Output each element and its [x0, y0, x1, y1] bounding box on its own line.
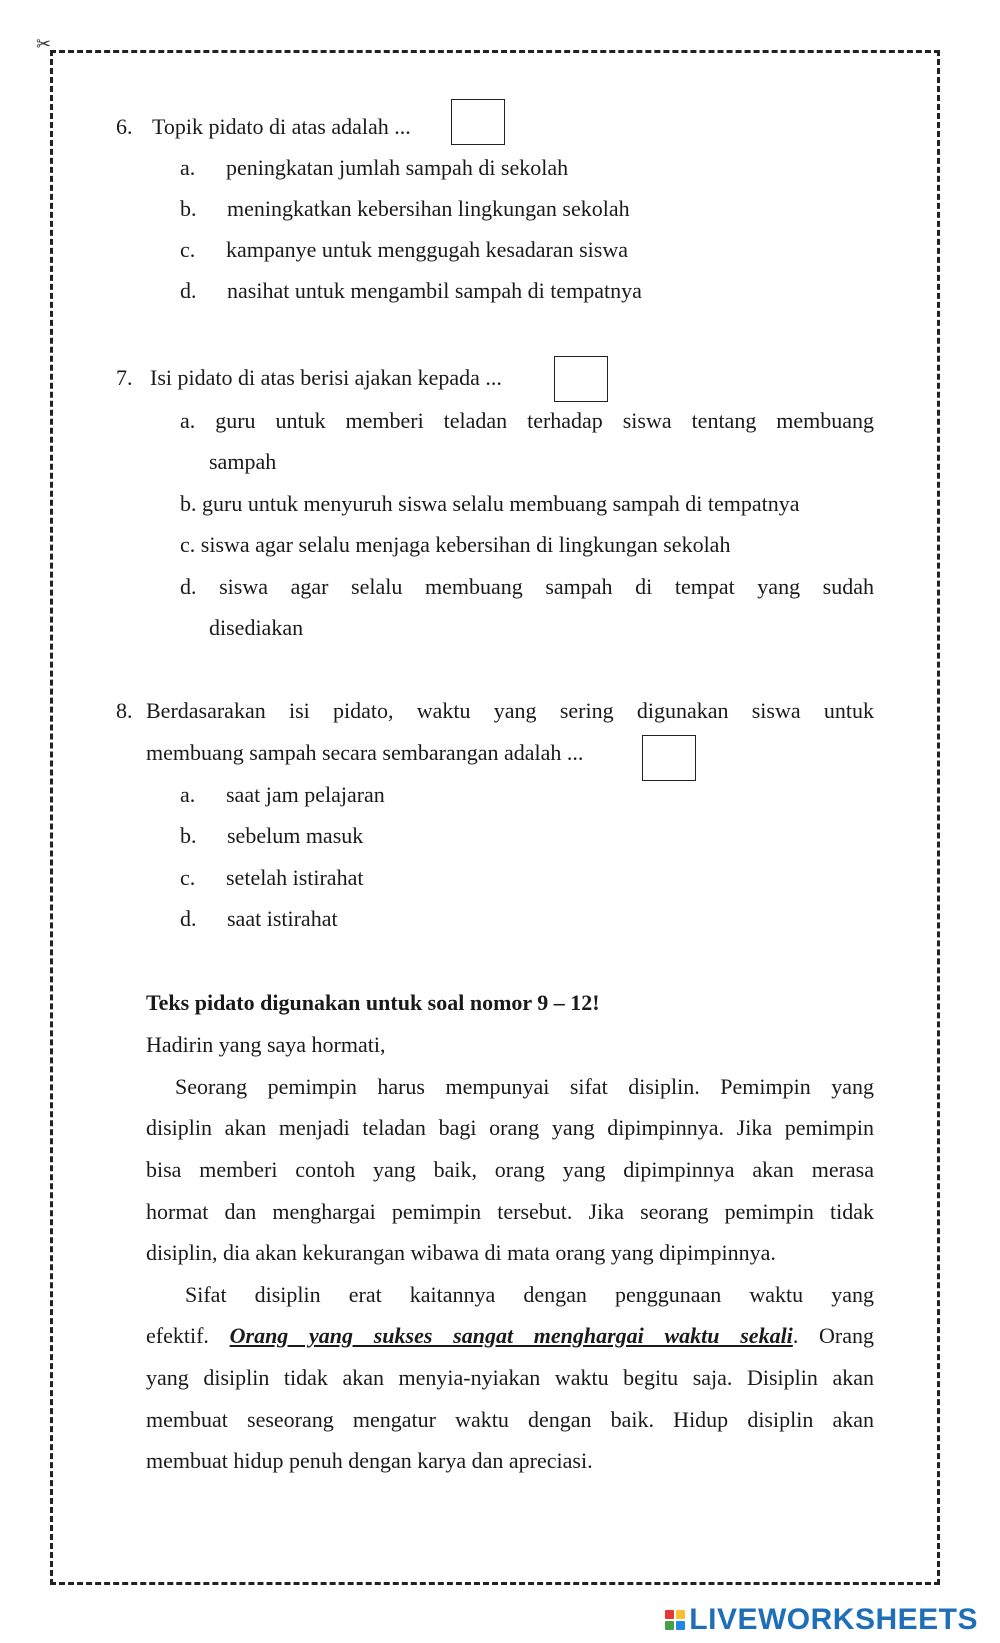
answer-box-7[interactable] [554, 356, 608, 402]
option-letter: a. [180, 155, 196, 180]
option-text: kampanye untuk menggugah kesadaran siswa [226, 237, 628, 262]
option-text: saat jam pelajaran [226, 782, 385, 807]
option-letter: a. [180, 782, 196, 807]
text-fragment: . Orang [792, 1323, 875, 1348]
option-text: meningkatkan kebersihan lingkungan sekolah [227, 196, 630, 221]
question-number: 6. [116, 114, 133, 139]
paragraph-2-line-2 [146, 1321, 874, 1351]
liveworksheets-logo[interactable] [665, 1603, 978, 1637]
paragraph-1-line-3: bisa memberi contoh yang baik, orang yang dipimpinnya akan merasa [146, 1157, 874, 1182]
answer-box-8[interactable] [642, 735, 696, 781]
option-letter: b. [180, 491, 197, 516]
option-7d [180, 572, 874, 602]
paragraph-2-line-4: membuat seseorang mengatur waktu dengan baik. Hidup disiplin akan [146, 1407, 874, 1432]
option-letter: b. [180, 196, 197, 221]
option-text: nasihat untuk mengambil sampah di tempatnya [227, 278, 642, 303]
speech-heading: Teks pidato digunakan untuk soal nomor 9 – 12! [146, 990, 600, 1015]
question-stem-line1: Berdasarakan isi pidato, waktu yang sering digunakan siswa untuk [146, 698, 874, 723]
paragraph-1-line-2: disiplin akan menjadi teladan bagi orang yang dipimpinnya. Jika pemimpin [146, 1115, 874, 1140]
option-text: saat istirahat [227, 906, 338, 931]
option-text: sebelum masuk [227, 823, 364, 848]
option-text: siswa agar selalu membuang sampah di tempat yang sudah [219, 574, 874, 599]
paragraph-1-line-1: Seorang pemimpin harus mempunyai sifat disiplin. Pemimpin yang [175, 1074, 874, 1099]
option-7a-continued: sampah [209, 449, 277, 474]
logo-square [665, 1621, 674, 1630]
paragraph-2-line-1: Sifat disiplin erat kaitannya dengan penggunaan waktu yang [185, 1282, 874, 1307]
question-stem: Topik pidato di atas adalah ... [152, 114, 411, 139]
option-7a [180, 406, 874, 436]
option-text: setelah istirahat [226, 865, 364, 890]
option-7d-continued: disediakan [209, 615, 304, 640]
answer-box-6[interactable] [451, 99, 505, 145]
question-stem-line2: membuang sampah secara sembarangan adalah ... [146, 740, 584, 765]
option-letter: d. [180, 574, 197, 599]
question-number: 8. [116, 698, 133, 723]
emphasized-sentence: Orang yang sukses sangat menghargai waktu sekali [229, 1323, 793, 1348]
logo-square [676, 1610, 685, 1619]
option-letter: c. [180, 237, 196, 262]
paragraph-2-line-3: yang disiplin tidak akan menyia-nyiakan waktu begitu saja. Disiplin akan [146, 1365, 874, 1390]
option-letter: b. [180, 823, 197, 848]
option-7b [180, 489, 800, 519]
question-number: 7. [116, 365, 133, 390]
option-letter: a. [180, 408, 196, 433]
logo-grid-icon [665, 1610, 685, 1630]
speech-greeting: Hadirin yang saya hormati, [146, 1032, 386, 1057]
logo-square [665, 1610, 674, 1619]
option-7c [180, 530, 730, 560]
paragraph-2-line-5: membuat hidup penuh dengan karya dan apreciasi. [146, 1448, 593, 1473]
option-text: guru untuk menyuruh siswa selalu membuang sampah di tempatnya [202, 491, 800, 516]
question-stem: Isi pidato di atas berisi ajakan kepada ... [150, 365, 502, 390]
option-text: peningkatan jumlah sampah di sekolah [226, 155, 569, 180]
logo-square [676, 1621, 685, 1630]
option-letter: d. [180, 906, 197, 931]
option-text: siswa agar selalu menjaga kebersihan di lingkungan sekolah [200, 532, 731, 557]
paragraph-1-line-5: disiplin, dia akan kekurangan wibawa di mata orang yang dipimpinnya. [146, 1240, 776, 1265]
brand-name: LIVEWORKSHEETS [689, 1603, 978, 1636]
option-letter: c. [180, 532, 196, 557]
option-letter: c. [180, 865, 196, 890]
paragraph-1-line-4: hormat dan menghargai pemimpin tersebut. Jika seorang pemimpin tidak [146, 1199, 874, 1224]
text-fragment: efektif. [146, 1323, 209, 1348]
option-text: guru untuk memberi teladan terhadap siswa tentang membuang [215, 408, 875, 433]
scissors-icon: ✂ [36, 34, 52, 55]
option-letter: d. [180, 278, 197, 303]
